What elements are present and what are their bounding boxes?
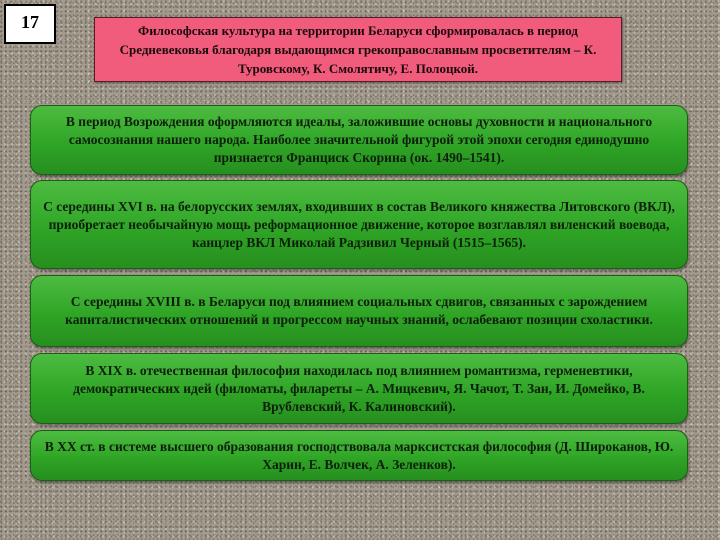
nineteenth-century-block — [30, 353, 688, 424]
header-text: Философская культура на территории Беларуси сформировалась в период Средневековья благодаря выдающимся грекоправославным просветителям – К. Туровскому, К. Смолятичу, Е. Полоцкой. — [119, 23, 597, 76]
eighteenth-century-text: С середины XVIII в. в Беларуси под влиянием социальных сдвигов, связанных с зарождением капиталистических отношений и прогрессом научных знаний, ослабевают позиции схоластики. — [65, 294, 653, 327]
slide-number-label: 17 — [21, 12, 39, 32]
renaissance-text: В период Возрождения оформляются идеалы, заложившие основы духовности и национального самосознания нашего народа. Наиболее значительной фигурой этой эпохи сегодня единодушно признается Франциск Скорина (ок. 1490–1541). — [65, 114, 653, 165]
reformation-block — [30, 180, 688, 269]
header-box — [94, 17, 622, 82]
eighteenth-century-block — [30, 275, 688, 347]
twentieth-century-text: В XX ст. в системе высшего образования господствовала марксистская философия (Д. Широканов, Ю. Харин, Е. Волчек, А. Зеленков). — [44, 438, 674, 472]
reformation-text: С середины XVI в. на белорусских землях, входивших в состав Великого княжества Литовского (ВКЛ), приобретает необычайную мощь реформационное движение, которое возглавлял виленский воевода, канцлер ВКЛ Миколай Радзивил Черный (1515–1565). — [43, 198, 675, 250]
twentieth-century-block — [30, 430, 688, 481]
slide-number — [4, 4, 56, 44]
nineteenth-century-text: В XIX в. отечественная философия находилась под влиянием романтизма, герменевтики, демократических идей (филоматы, филареты – А. Мицкевич, Я. Чачот, Т. Зан, И. Домейко, В. Врублевский, К. Калиновский). — [73, 362, 645, 414]
renaissance-block — [30, 105, 688, 175]
